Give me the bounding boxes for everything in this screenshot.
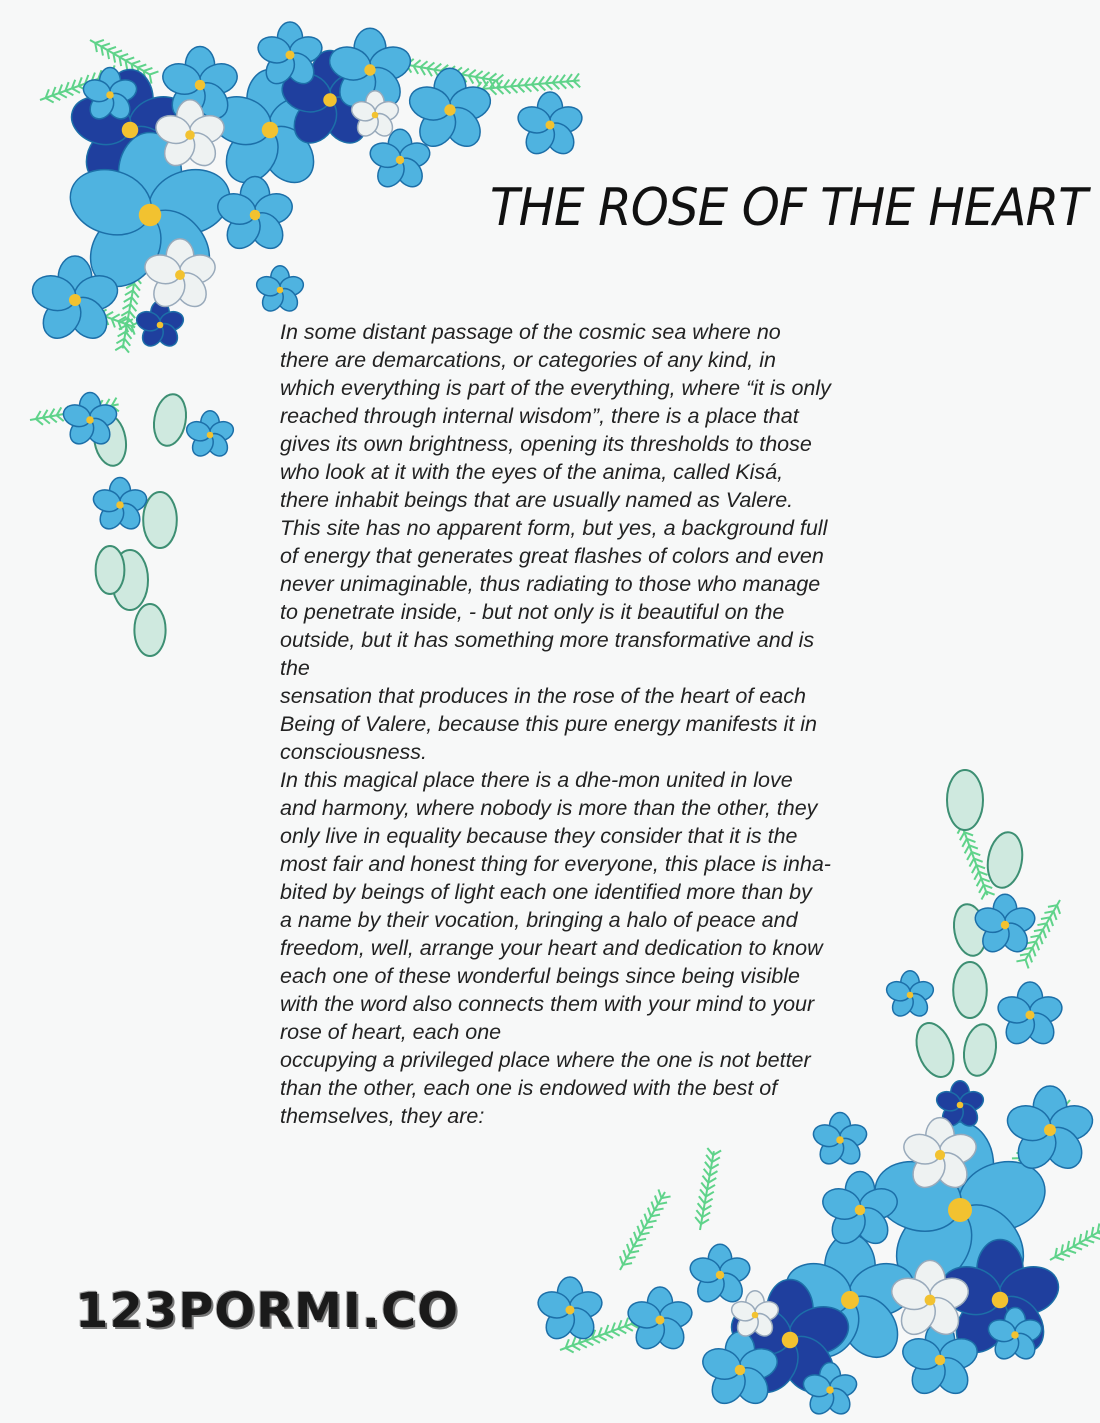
text-line: rose of heart, each one [280,1020,502,1044]
text-line: outside, but it has something more transformative and is [280,628,815,652]
text-line: a name by their vocation, bringing a halo of peace and [280,908,798,932]
flower-icon [535,1277,606,1344]
text-line: freedom, well, arrange your heart and dedication to know [280,936,823,960]
text-line: most fair and honest thing for everyone, this place is inha- [280,852,831,876]
flower-icon [91,478,150,534]
text-line: never unimaginable, thus radiating to those who manage [280,572,821,596]
flower-icon [254,266,306,315]
text-line: This site has no apparent form, but yes, a background full [280,516,828,540]
text-line: reached through internal wisdom”, there is a place that [280,404,799,428]
text-line: consciousness. [280,740,427,764]
leaf-icon [693,1148,721,1231]
text-line: sensation that produces in the rose of the heart of each [280,684,806,708]
flower-icon [134,301,186,350]
text-line: Being of Valere, because this pure energy manifests it in [280,712,818,736]
bud-icon [947,770,983,830]
page-title: THE ROSE OF THE HEART [490,178,1087,238]
flower-icon [515,92,586,159]
text-line: of energy that generates great flashes of colors and even [280,544,824,568]
flower-icon [184,411,236,460]
text-line: gives its own brightness, opening its thresholds to those [280,432,812,456]
bud-icon [143,492,177,548]
text-line: there are demarcations, or categories of any kind, in [280,348,776,372]
text-line: to penetrate inside, - but not only is it beautiful on the [280,600,785,624]
text-line: In this magical place there is a dhe-mon united in love [280,768,793,792]
text-line: only live in equality because they consider that it is the [280,824,798,848]
text-line: with the word also connects them with your mind to your [280,992,815,1016]
text-line: occupying a privileged place where the one is not better [280,1048,811,1072]
bud-icon [960,1022,1000,1079]
flower-icon [995,982,1066,1049]
text-line: In some distant passage of the cosmic sea where no [280,320,781,344]
bud-icon [910,1018,961,1082]
bud-icon [134,604,165,656]
text-line: bited by beings of light each one identified more than by [280,880,812,904]
bud-icon [150,392,190,449]
flower-icon [405,68,494,153]
leaf-icon [1047,1216,1100,1266]
watermark-logo: 123PORMI.CO [75,1283,460,1339]
bud-icon [984,830,1027,891]
bud-icon [96,546,125,594]
document-body [280,318,831,1130]
text-line: each one of these wonderful beings since being visible [280,964,800,988]
leaf-icon [614,1189,671,1274]
flower-icon [625,1287,696,1354]
bud-icon [953,962,987,1018]
text-line: who look at it with the eyes of the anima, called Kisá, [280,460,784,484]
flower-icon [687,1244,753,1307]
text-line: which everything is part of the everything, where “it is only [280,376,831,400]
text-line: there inhabit beings that are usually named as Valere. [280,488,794,512]
flower-icon [884,971,936,1020]
text-line: themselves, they are: [280,1104,485,1128]
text-line: than the other, each one is endowed with the best of [280,1076,778,1100]
text-line: the [280,656,310,680]
text-line: and harmony, where nobody is more than the other, they [280,796,818,820]
